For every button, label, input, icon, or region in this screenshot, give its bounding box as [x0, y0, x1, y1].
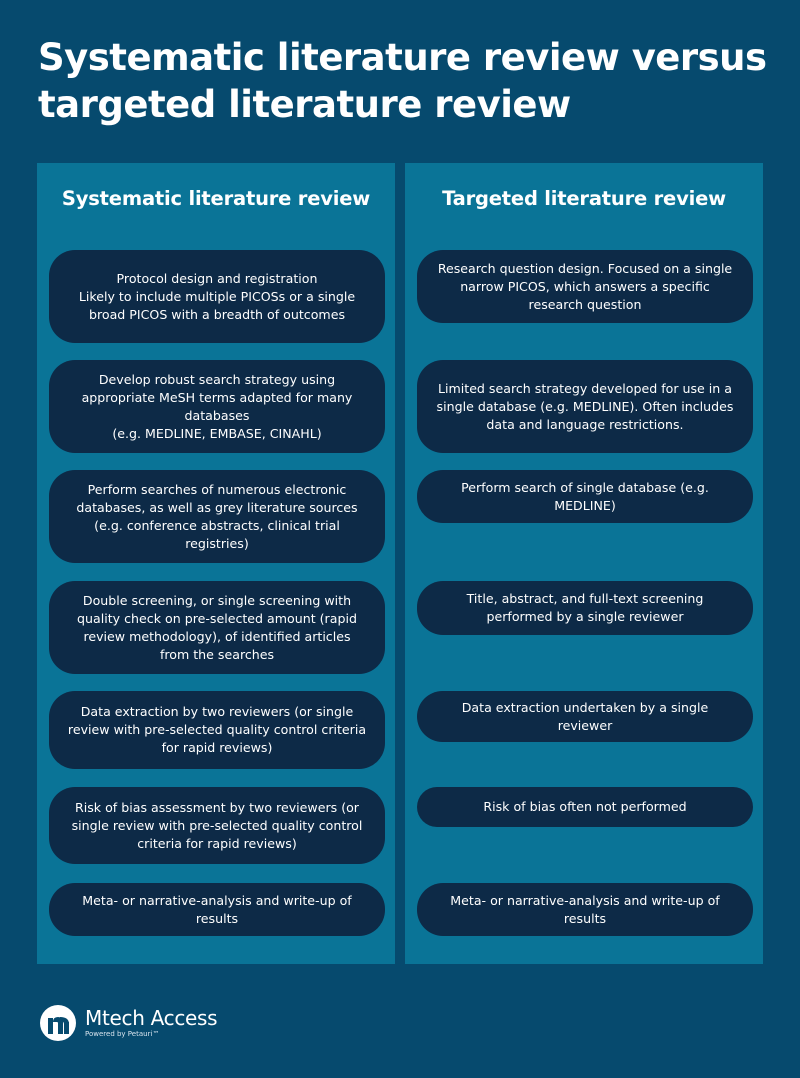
step-box-single-screening [417, 581, 753, 635]
step-box-protocol-design [49, 250, 385, 343]
step-box-analysis-targeted [417, 883, 753, 936]
step-text: Develop robust search strategy using appropriate MeSH terms adapted for many databases (e.g. MEDLINE, EMBASE, CINAHL) [81, 371, 353, 441]
step-text: Data extraction by two reviewers (or single review with pre-selected quality control criteria for rapid reviews) [67, 704, 367, 755]
step-box-perform-searches [49, 470, 385, 563]
brand-name: Mtech Access [85, 1006, 218, 1030]
targeted-review-column [405, 163, 763, 964]
step-box-screening [49, 581, 385, 674]
column-header-targeted: Targeted literature review [442, 187, 726, 210]
step-box-single-search [417, 470, 753, 523]
brand-tagline: Powered by Petauri™ [85, 1030, 160, 1038]
step-box-risk-of-bias [49, 787, 385, 864]
step-text: Protocol design and registration Likely to include multiple PICOSs or a single broad PICOS with a breadth of outcomes [78, 270, 356, 322]
step-text: Perform search of single database (e.g. MEDLINE) [461, 479, 709, 513]
step-box-analysis [49, 883, 385, 936]
step-text: Research question design. Focused on a single narrow PICOS, which answers a specific research question [437, 260, 733, 312]
step-text: Data extraction undertaken by a single reviewer [461, 699, 709, 733]
step-text: Perform searches of numerous electronic databases, as well as grey literature sources (e.g. conference abstracts, clinical trial registries) [76, 481, 358, 551]
step-text: Limited search strategy developed for use in a single database (e.g. MEDLINE). Often includes data and language restrictions. [436, 380, 734, 432]
step-box-data-extraction [49, 691, 385, 769]
step-text: Meta- or narrative-analysis and write-up of results [450, 892, 720, 926]
brand-block [85, 1008, 217, 1038]
column-header-systematic: Systematic literature review [61, 187, 371, 210]
step-text: Risk of bias assessment by two reviewers (or single review with pre-selected quality control criteria for rapid reviews) [71, 799, 363, 851]
step-text: Risk of bias often not performed [483, 799, 687, 814]
systematic-review-column [37, 163, 395, 964]
page-title: Systematic literature review versus targeted literature review [38, 36, 767, 126]
step-box-single-extraction [417, 691, 753, 742]
step-text: Meta- or narrative-analysis and write-up of results [82, 892, 352, 926]
mtech-logo-icon [40, 1005, 76, 1041]
step-box-search-strategy [49, 360, 385, 453]
footer-brand [40, 1003, 217, 1043]
step-box-limited-search [417, 360, 753, 453]
step-box-no-bias [417, 787, 753, 827]
step-text: Title, abstract, and full-text screening performed by a single reviewer [466, 591, 704, 624]
step-box-research-question [417, 250, 753, 323]
step-text: Double screening, or single screening with quality check on pre-selected amount (rapid review methodology), of identified articles from the searches [77, 592, 357, 662]
